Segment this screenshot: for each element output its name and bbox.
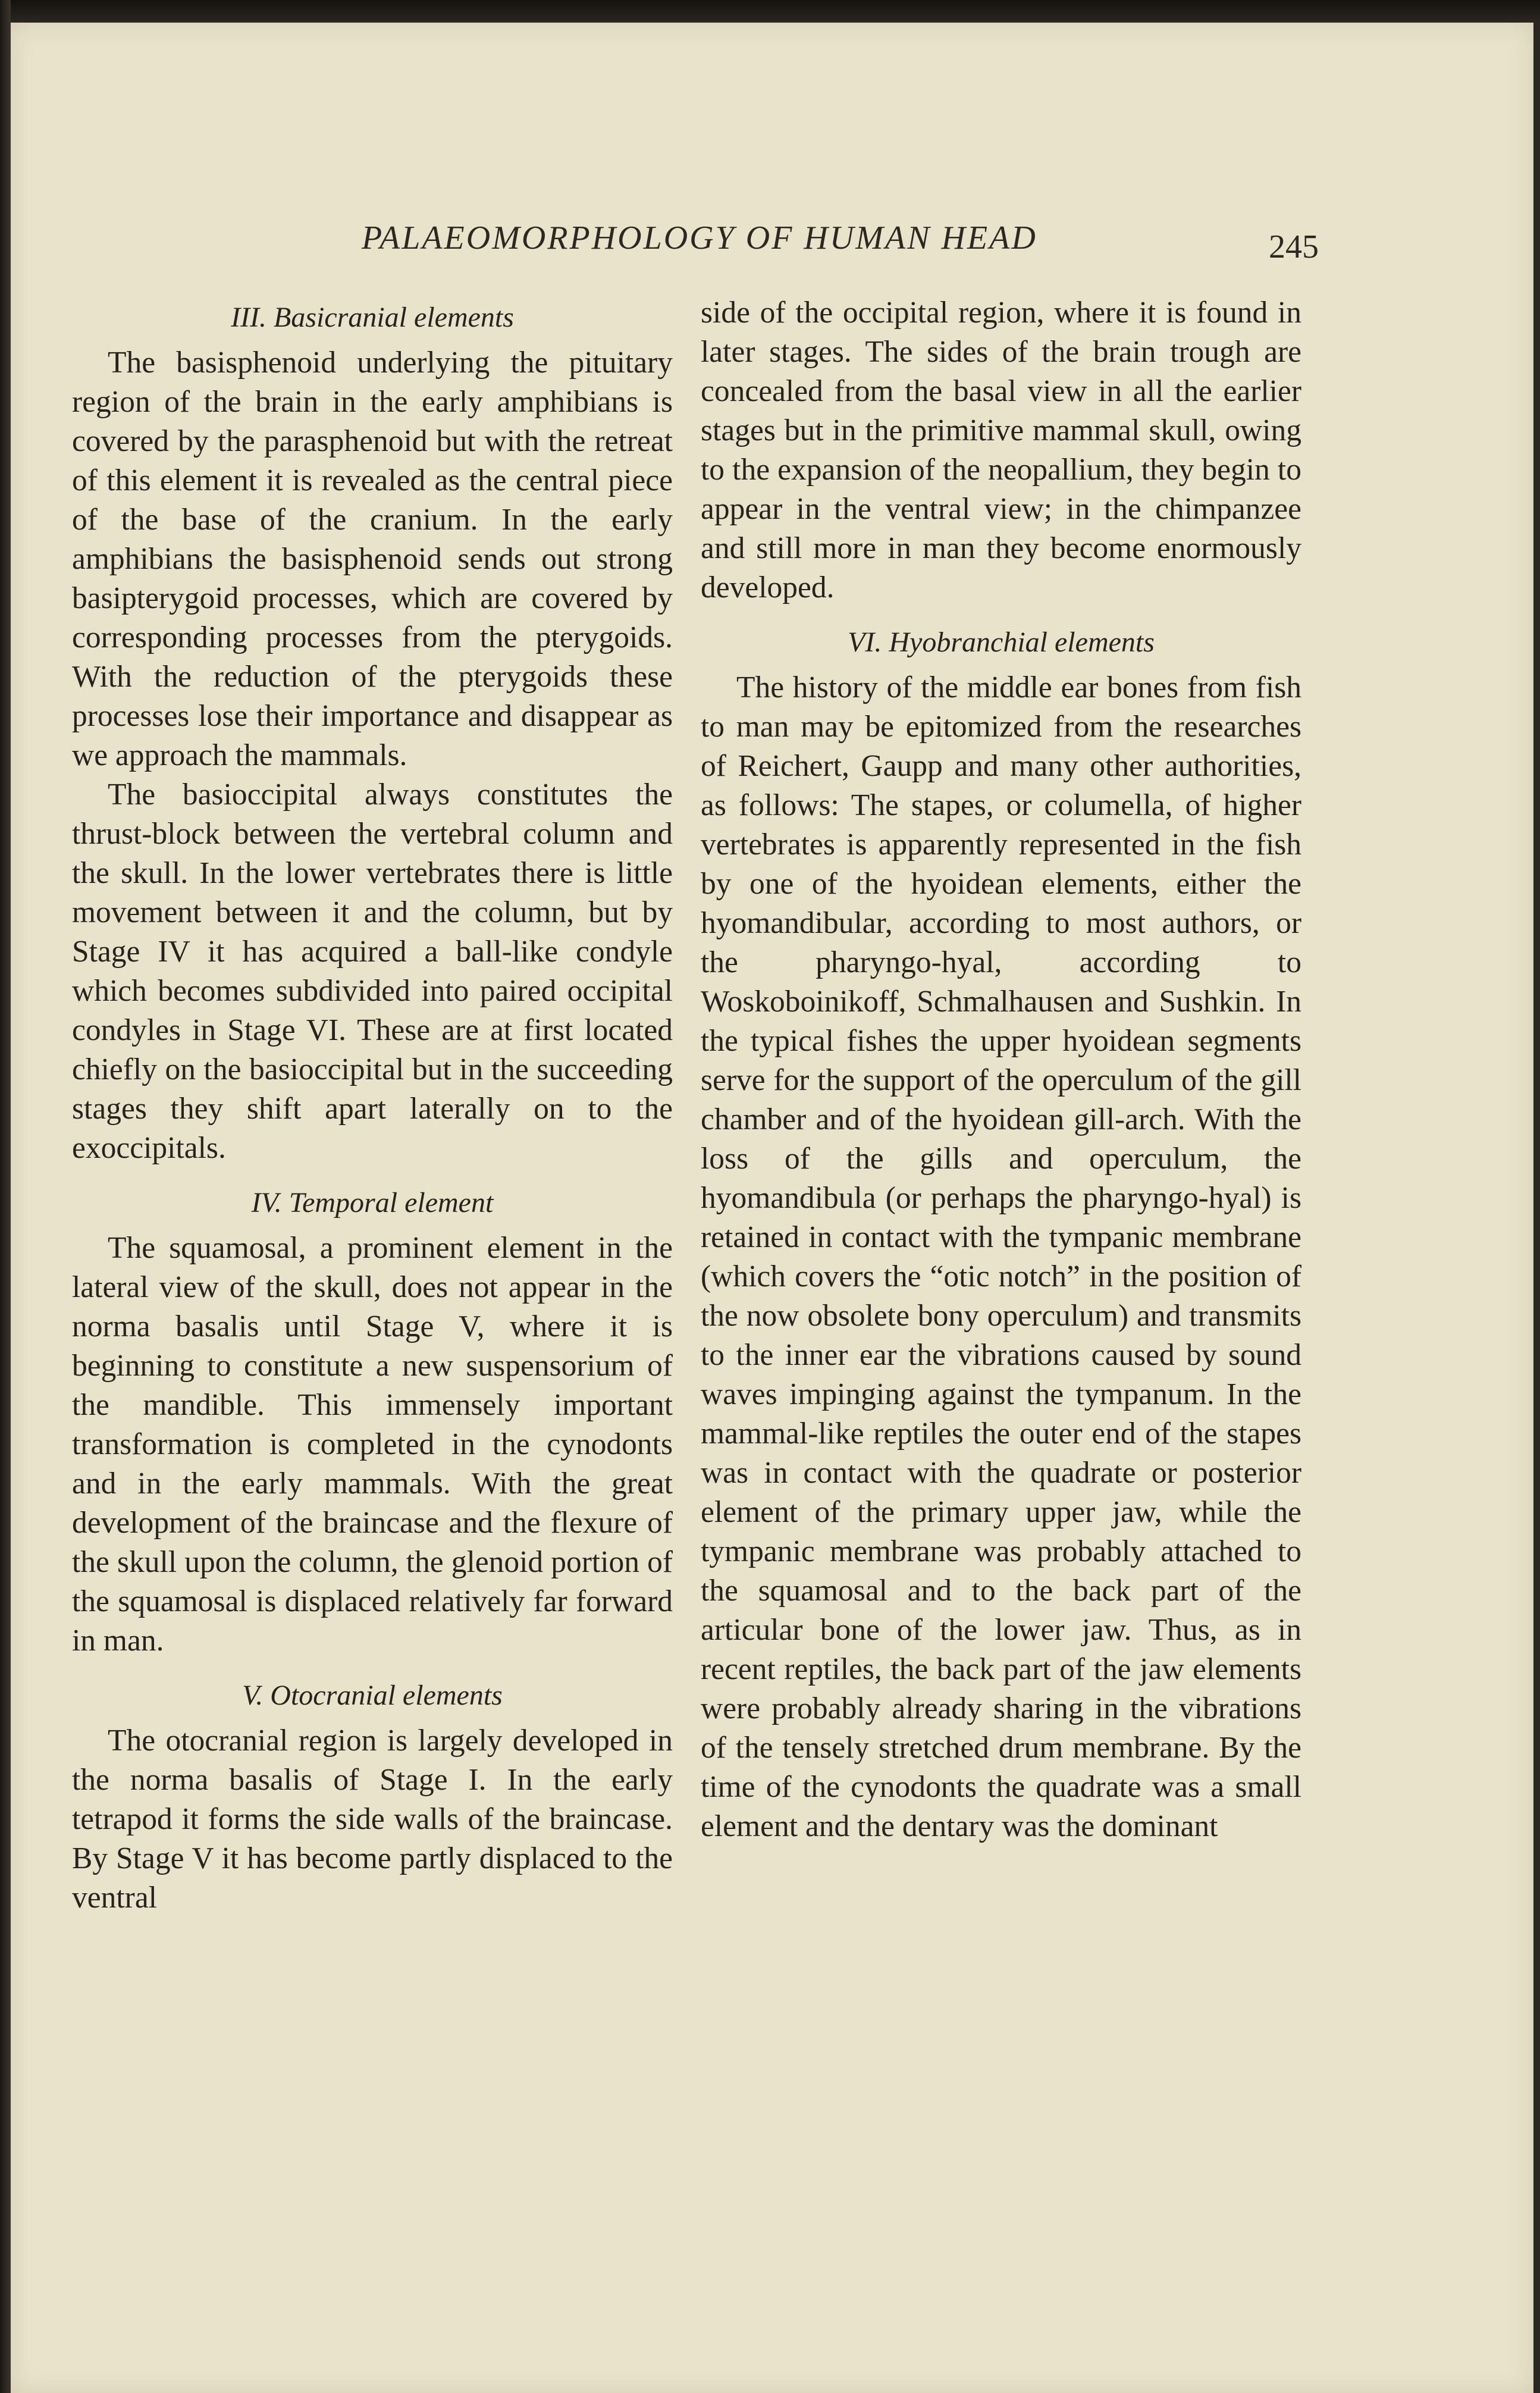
paragraph: The basisphenoid underlying the pituitary region of the brain in the early amphibians is covered by the parasphenoid but with the retreat of this element it is revealed as the central piece of the base of the cranium. In the early amphibians the basisphenoid sends out strong basipterygoid processes, which are covered by corresponding processes from the pterygoids. With the reduction of the pterygoids these processes lose their importance and disappear as we approach the mammals. (72, 346, 673, 772)
paragraph: The basioccipital always constitutes the thrust-block between the vertebral column and the skull. In the lower vertebrates there is little movement between it and the column, but by Stage IV it has acquired a ball-like condyle which becomes subdivided into paired occipital condyles in Stage VI. These are at first located chiefly on the basioccipital but in the succeeding stages they shift apart laterally on to the exoccipitals. (72, 778, 673, 1165)
book-page (11, 23, 1533, 2393)
paragraph: The history of the middle ear bones from fish to man may be epitomized from the researches of Reichert, Gaupp and many other authorities, as follows: The stapes, or columella, of higher vertebrates is apparently represented in the fish by one of the hyoidean elements, either the hyomandibular, according to most authors, or the pharyngo-hyal, according to Woskoboinikoff, Schmalhausen and Sushkin. In the typical fishes the upper hyoidean segments serve for the support of the operculum of the gill chamber and of the hyoidean gill-arch. With the loss of the gills and operculum, the hyomandibula (or perhaps the pharyngo-hyal) is retained in contact with the tympanic membrane (which covers the “otic notch” in the position of the now obsolete bony operculum) and transmits to the inner ear the vibrations caused by sound waves impinging against the tympanum. In the mammal-like reptiles the outer end of the stapes was in contact with the quadrate or posterior element of the primary upper jaw, while the tympanic membrane was probably attached to the squamosal and to the back part of the articular bone of the lower jaw. Thus, as in recent reptiles, the back part of the jaw elements were probably already sharing in the vibrations of the tensely stretched drum membrane. By the time of the cynodonts the quadrate was a small element and the dentary was the dominant (701, 671, 1301, 1843)
paragraph-continued: side of the occipital region, where it is found in later stages. The sides of the brain trough are concealed from the basal view in all the earlier stages but in the primitive mammal skull, owing to the expansion of the neopallium, they begin to appear in the ventral view; in the chimpanzee and still more in man they become enormously developed. (701, 296, 1301, 604)
scan-left-edge (0, 0, 11, 2393)
scan-top-edge (0, 0, 1540, 23)
left-column (72, 293, 673, 1918)
paragraph: The otocranial region is largely developed in the norma basalis of Stage I. In the early tetrapod it forms the side walls of the braincase. By Stage V it has become partly displaced to the ventral (72, 1724, 673, 1915)
running-title: PALAEOMORPHOLOGY OF HUMAN HEAD (362, 220, 1037, 256)
paragraph: The squamosal, a prominent element in the lateral view of the skull, does not appear in the norma basalis until Stage V, where it is beginning to constitute a new suspensorium of the mandible. This immensely important transformation is completed in the cynodonts and in the early mammals. With the great development of the braincase and the flexure of the skull upon the column, the glenoid portion of the squamosal is displaced relatively far forward in man. (72, 1231, 673, 1658)
page-number: 245 (1269, 228, 1319, 265)
section-heading-otocranial: V. Otocranial elements (242, 1680, 503, 1711)
section-heading-basicranial: III. Basicranial elements (231, 302, 514, 333)
section-heading-temporal: IV. Temporal element (251, 1187, 494, 1219)
right-column (701, 293, 1301, 1846)
section-heading-hyobranchial: VI. Hyobranchial elements (848, 627, 1155, 658)
